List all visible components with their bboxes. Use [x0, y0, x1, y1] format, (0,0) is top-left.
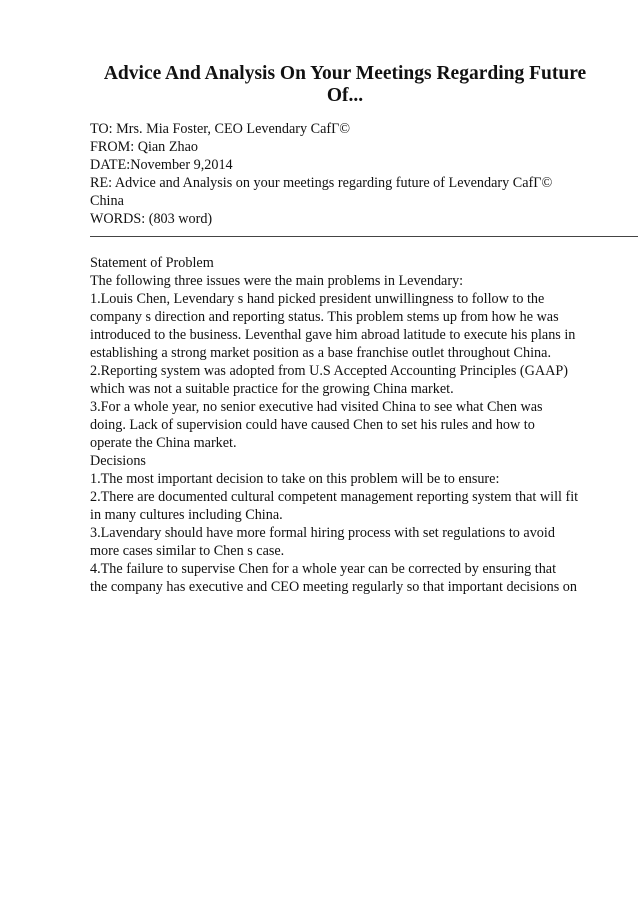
body-line: the company has executive and CEO meeting regularly so that important decisions on [90, 579, 577, 595]
memo-re-continued: China [90, 193, 124, 209]
body-line: company s direction and reporting status. This problem stems up from how he was [90, 309, 559, 325]
memo-from: FROM: Qian Zhao [90, 139, 198, 155]
body-line: which was not a suitable practice for the growing China market. [90, 381, 454, 397]
body-line: 3.Lavendary should have more formal hiring process with set regulations to avoid [90, 525, 555, 541]
body-line: 1.Louis Chen, Levendary s hand picked president unwillingness to follow to the [90, 291, 545, 307]
body-line: The following three issues were the main problems in Levendary: [90, 273, 464, 289]
body-line: 1.The most important decision to take on this problem will be to ensure: [90, 471, 500, 487]
body-line: 4.The failure to supervise Chen for a whole year can be corrected by ensuring that [90, 561, 557, 577]
memo-date: DATE:November 9,2014 [90, 157, 233, 173]
body-line: doing. Lack of supervision could have caused Chen to set his rules and how to [90, 417, 535, 433]
body-line: operate the China market. [90, 435, 237, 451]
body-line: more cases similar to Chen s case. [90, 543, 285, 559]
header-divider [90, 236, 638, 237]
body-line: establishing a strong market position as a base franchise outlet throughout China. [90, 345, 551, 361]
document-title [90, 63, 600, 107]
body-line: in many cultures including China. [90, 507, 283, 523]
body-line: introduced to the business. Leventhal gave him abroad latitude to execute his plans in [90, 327, 576, 343]
memo-to: TO: Mrs. Mia Foster, CEO Levendary CafΓ© [90, 121, 351, 137]
body-line: 3.For a whole year, no senior executive had visited China to see what Chen was [90, 399, 543, 415]
section-heading-decisions: Decisions [90, 453, 146, 469]
body-line: 2.There are documented cultural competent management reporting system that will fit [90, 489, 579, 505]
body-line: 2.Reporting system was adopted from U.S Accepted Accounting Principles (GAAP) [90, 363, 568, 379]
memo-words: WORDS: (803 word) [90, 211, 213, 227]
document-body [90, 254, 610, 596]
title-line-1: Advice And Analysis On Your Meetings Regarding Future [103, 63, 587, 84]
section-heading-statement: Statement of Problem [90, 255, 214, 271]
memo-re: RE: Advice and Analysis on your meetings regarding future of Levendary CafΓ© [90, 175, 553, 191]
memo-header [90, 120, 610, 228]
title-line-2: Of... [326, 85, 364, 106]
